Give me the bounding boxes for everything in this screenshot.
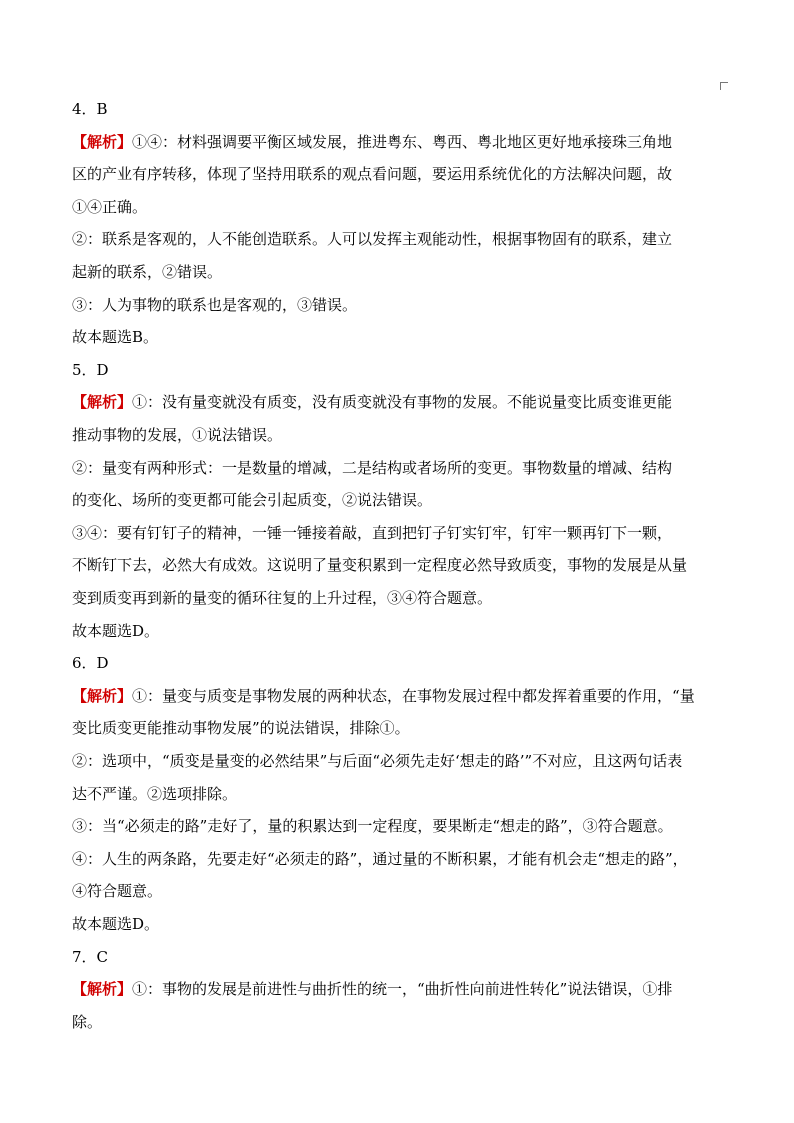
analysis-line [72, 751, 682, 773]
line-text: ①④正确。 [72, 198, 148, 216]
analysis-line [72, 132, 672, 154]
line-text: ①：事物的发展是前进性与曲折性的统一，“曲折性向前进性转化”说法错误，①排 [132, 980, 673, 998]
analysis-line [72, 327, 158, 349]
line-text: ②：量变有两种形式：一是数量的增减，二是结构或者场所的变更。事物数量的增减、结构 [72, 459, 673, 477]
analysis-label: 【解析】 [72, 393, 133, 411]
line-text: 变到质变再到新的量变的循环往复的上升过程，③④符合题意。 [72, 589, 493, 607]
analysis-line [72, 425, 282, 447]
line-text: 除。 [72, 1013, 103, 1031]
analysis-line [72, 262, 222, 284]
line-text: 变比质变更能推动事物发展”的说法错误，排除①。 [72, 719, 410, 737]
line-text: 推动事物的发展，①说法错误。 [72, 426, 283, 444]
line-text: 区的产业有序转移，体现了坚持用联系的观点看问题，要运用系统优化的方法解决问题，故 [72, 165, 673, 183]
line-text: 的变化、场所的变更都可能会引起质变，②说法错误。 [72, 491, 433, 509]
analysis-line [72, 588, 492, 610]
analysis-line [72, 621, 159, 643]
line-text: 故本题选D。 [72, 915, 160, 933]
line-text: ④：人生的两条路，先要走好“必须走的路”，通过量的不断积累，才能有机会走“想走的路”， [72, 850, 688, 868]
line-text: ②：联系是客观的，人不能创造联系。人可以发挥主观能动性，根据事物固有的联系，建立 [72, 230, 673, 248]
analysis-line [72, 229, 672, 251]
line-text: 不断钉下去，必然大有成效。这说明了量变积累到一定程度必然导致质变，事物的发展是从量 [72, 556, 688, 574]
analysis-label: 【解析】 [72, 980, 133, 998]
analysis-line [72, 197, 147, 219]
analysis-line [72, 392, 672, 414]
line-text: ①④：材料强调要平衡区域发展，推进粤东、粤西、粤北地区更好地承接珠三角地 [132, 133, 673, 151]
line-text: 5．D [72, 361, 109, 379]
crop-mark [720, 82, 728, 90]
analysis-line [72, 979, 672, 1001]
line-text: 达不严谨。②选项排除。 [72, 785, 238, 803]
analysis-line [72, 458, 672, 480]
analysis-line [72, 490, 432, 512]
line-text: ①：没有量变就没有质变，没有质变就没有事物的发展。不能说量变比质变谁更能 [132, 393, 673, 411]
analysis-line [72, 555, 687, 577]
analysis-label: 【解析】 [72, 687, 133, 705]
line-text: ①：量变与质变是事物发展的两种状态，在事物发展过程中都发挥着重要的作用，“量 [132, 687, 695, 705]
analysis-line [72, 816, 673, 838]
analysis-line [72, 1012, 102, 1034]
answer-line [72, 653, 109, 675]
line-text: ②：选项中，“质变是量变的必然结果”与后面“必须先走好‘想走的路’”不对应，且这两句话表 [72, 752, 683, 770]
analysis-line [72, 881, 162, 903]
analysis-line [72, 523, 672, 545]
line-text: 起新的联系，②错误。 [72, 263, 223, 281]
answer-line [72, 360, 109, 382]
line-text: 7．C [72, 948, 109, 966]
line-text: ④符合题意。 [72, 882, 163, 900]
answer-line [72, 99, 108, 121]
analysis-line [72, 164, 672, 186]
analysis-line [72, 849, 688, 871]
line-text: ③：当“必须走的路”走好了，量的积累达到一定程度，要果断走“想走的路”，③符合题意。 [72, 817, 673, 835]
analysis-line [72, 784, 237, 806]
analysis-line [72, 295, 357, 317]
analysis-line [72, 914, 159, 936]
line-text: ③④：要有钉钉子的精神，一锤一锤接着敲，直到把钉子钉实钉牢，钉牢一颗再钉下一颗， [72, 524, 673, 542]
line-text: 故本题选B。 [72, 328, 159, 346]
analysis-line [72, 686, 695, 708]
line-text: 故本题选D。 [72, 622, 160, 640]
analysis-label: 【解析】 [72, 133, 133, 151]
line-text: 4．B [72, 100, 108, 118]
line-text: 6．D [72, 654, 109, 672]
analysis-line [72, 718, 410, 740]
line-text: ③：人为事物的联系也是客观的，③错误。 [72, 296, 358, 314]
answer-line [72, 947, 108, 969]
